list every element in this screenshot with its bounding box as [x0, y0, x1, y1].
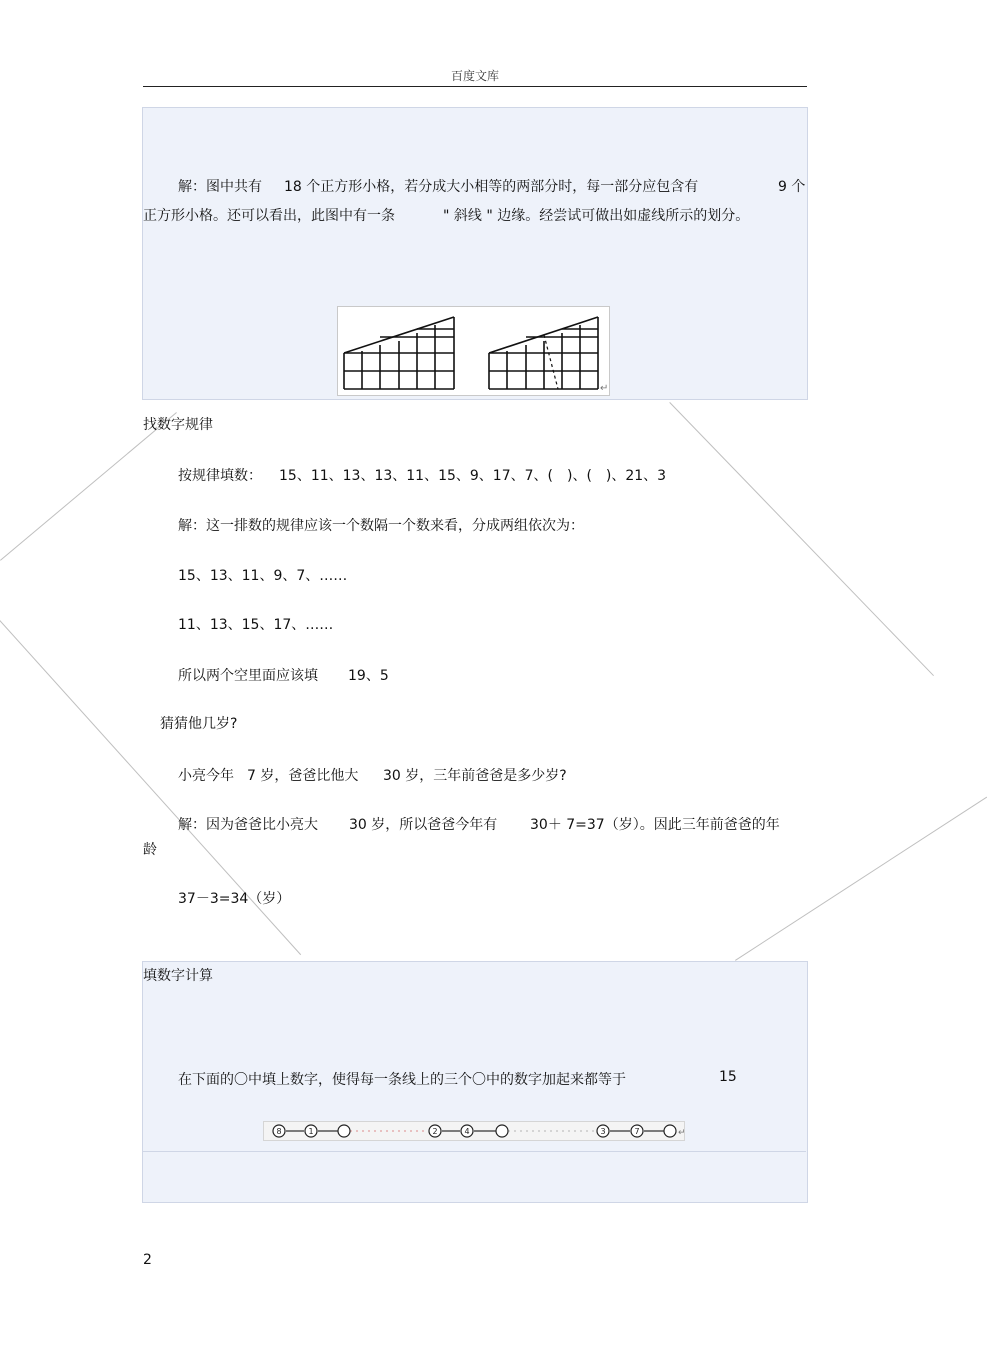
- watermark-line: [669, 402, 934, 676]
- sec1-line1-end: 9 个: [778, 179, 806, 195]
- return-mark-icon: ↵: [600, 383, 609, 394]
- circle-slot[interactable]: [496, 1125, 508, 1137]
- circle-label: 1: [308, 1127, 314, 1136]
- circle-slot[interactable]: [338, 1125, 350, 1137]
- sec3-a-part1: 解：因为爸爸比小亮大: [178, 817, 318, 833]
- sec3-q-part2: 7 岁，爸爸比他大: [247, 768, 359, 784]
- circle-chain-strip: [263, 1121, 685, 1141]
- sec2-result-label: 所以两个空里面应该填: [178, 668, 318, 684]
- sec4-target: 15: [719, 1069, 737, 1085]
- sec2-answer: 解：这一排数的规律应该一个数隔一个数来看，分成两组依次为：: [178, 518, 584, 534]
- sec2-group1: 15、13、11、9、7、……: [178, 568, 348, 584]
- section2-title: 找数字规律: [143, 417, 213, 433]
- sec3-q-part3: 30 岁，三年前爸爸是多少岁?: [383, 768, 567, 784]
- circle-label: 2: [432, 1127, 438, 1136]
- sec2-question-label: 按规律填数：: [178, 468, 262, 484]
- sec3-a-part2: 30 岁，所以爸爸今年有: [349, 817, 498, 833]
- page-header-title: 百度文库: [450, 69, 499, 83]
- sec1-line1-start: 解：图中共有: [178, 179, 262, 195]
- header-divider: [143, 86, 807, 87]
- page-number: 2: [143, 1252, 152, 1268]
- circle-chain-svg: [264, 1122, 684, 1140]
- grid-figure-svg: [338, 307, 609, 395]
- left-grid: [344, 317, 454, 389]
- sec1-line2-start: 正方形小格。还可以看出，此图中有一条: [143, 208, 395, 224]
- section4-divider: [143, 1151, 806, 1152]
- circle-slot[interactable]: [664, 1125, 676, 1137]
- sec1-line2-end: " 斜线 " 边缘。经尝试可做出如虚线所示的划分。: [443, 208, 750, 224]
- circle-label: 4: [464, 1127, 470, 1136]
- section4-title: 填数字计算: [143, 968, 213, 984]
- grid-figure: [337, 306, 610, 396]
- sec2-question-seq: 15、11、13、13、11、15、9、17、7、( )、( )、21、3: [279, 468, 667, 484]
- circle-label: 8: [276, 1127, 282, 1136]
- right-grid: [489, 317, 598, 389]
- return-mark-icon: ↵: [678, 1128, 686, 1138]
- sec3-q-part1: 小亮今年: [178, 768, 234, 784]
- sec3-a-part3: 30＋ 7=37（岁）。因此三年前爸爸的年: [530, 817, 780, 833]
- sec2-group2: 11、13、15、17、……: [178, 617, 334, 633]
- circle-label: 7: [634, 1127, 640, 1136]
- sec3-a-part4: 龄: [143, 842, 157, 858]
- sec1-line1-mid: 18 个正方形小格，若分成大小相等的两部分时，每一部分应包含有: [284, 179, 699, 195]
- circle-label: 3: [600, 1127, 606, 1136]
- watermark-line: [0, 412, 177, 561]
- section3-title: 猜猜他几岁?: [160, 716, 238, 732]
- sec3-calc: 37－3=34（岁）: [178, 891, 291, 907]
- sec4-question: 在下面的〇中填上数字，使得每一条线上的三个〇中的数字加起来都等于: [178, 1072, 626, 1088]
- sec2-result-value: 19、5: [348, 668, 389, 684]
